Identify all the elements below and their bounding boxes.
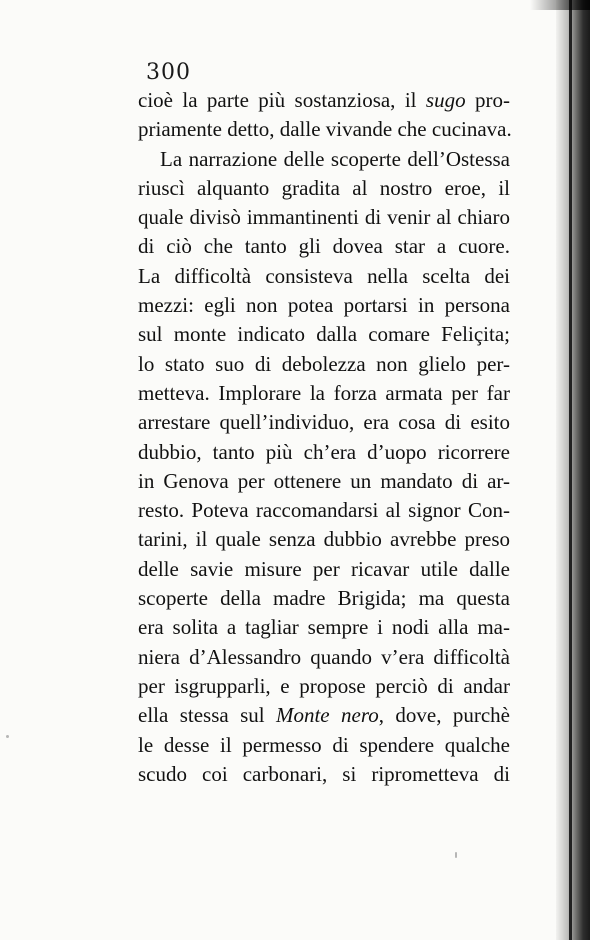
text-line: [138, 203, 510, 232]
text-line: [138, 643, 510, 672]
text-run: arrestare quell’individuo, era cosa di esito: [138, 410, 510, 435]
text-run: sul monte indicato dalla comare Feliçita;: [138, 322, 510, 347]
text-line: [138, 145, 510, 174]
text-line: [138, 760, 510, 789]
text-run: La difficoltà consisteva nella scelta dei: [138, 263, 510, 288]
text-run: era solita a tagliar sempre i nodi alla ma-: [138, 615, 510, 640]
text-line: [138, 613, 510, 642]
text-line: [138, 731, 510, 760]
text-line: [138, 701, 510, 730]
text-line: [138, 174, 510, 203]
text-run: resto. Poteva raccomandarsi al signor Con-: [138, 498, 510, 523]
text-run: ella stessa sul: [138, 703, 276, 728]
text-run: per isgrupparli, e propose perciò di andar: [138, 673, 510, 698]
text-run: di ciò che tanto gli dovea star a cuore.: [138, 234, 510, 259]
text-run: dubbio, tanto più ch’era d’uopo ricorrere: [138, 439, 510, 464]
text-line: [138, 291, 510, 320]
text-run: scudo coi carbonari, si riprometteva di: [138, 761, 510, 786]
text-run: quale divisò immantinenti di venir al chiaro: [138, 205, 510, 230]
text-run: lo stato suo di debolezza non glielo per-: [138, 351, 510, 376]
text-line: [138, 672, 510, 701]
text-run: riuscì alquanto gradita al nostro eroe, il: [138, 175, 510, 200]
page-gutter-shadow: [556, 0, 590, 940]
corner-shadow: [530, 0, 590, 10]
text-run: pro-: [465, 88, 510, 112]
text-line: [138, 408, 510, 437]
text-line: [138, 584, 510, 613]
text-run: mezzi: egli non potea portarsi in persona: [138, 293, 510, 318]
text-line: [138, 379, 510, 408]
text-line: [138, 232, 510, 261]
text-run: tarini, il quale senza dubbio avrebbe preso: [138, 527, 510, 552]
text-run: La narrazione delle scoperte dell’Ostessa: [160, 146, 510, 171]
text-line: [138, 350, 510, 379]
text-run: , dove, purchè: [378, 703, 510, 728]
text-run: delle savie misure per ricavar utile dalle: [138, 556, 510, 581]
paper-speck: [6, 735, 9, 738]
text-run: metteva. Implorare la forza armata per far: [138, 380, 510, 405]
text-line: [138, 438, 510, 467]
italic-phrase: sugo: [425, 88, 466, 112]
text-line: [138, 115, 510, 144]
text-line: [138, 320, 510, 349]
page-number: 300: [146, 60, 191, 85]
text-run: niera d’Alessandro quando v’era difficoltà: [138, 644, 510, 669]
text-line: [138, 555, 510, 584]
text-run: le desse il permesso di spendere qualche: [138, 732, 510, 757]
text-line: [138, 86, 510, 115]
text-line: [138, 262, 510, 291]
text-line: [138, 496, 510, 525]
text-run: in Genova per ottenere un mandato di ar-: [138, 468, 510, 493]
body-text: [138, 86, 510, 789]
italic-phrase: Monte nero: [275, 703, 379, 728]
text-run: scoperte della madre Brigida; ma questa: [138, 586, 510, 611]
binding-edge: [569, 0, 572, 940]
text-line: [138, 467, 510, 496]
text-run: priamente detto, dalle vivande che cucinava.: [138, 117, 512, 142]
text-line: [138, 525, 510, 554]
text-run: cioè la parte più sostanziosa, il: [138, 88, 426, 112]
paper-speck: [455, 852, 457, 858]
